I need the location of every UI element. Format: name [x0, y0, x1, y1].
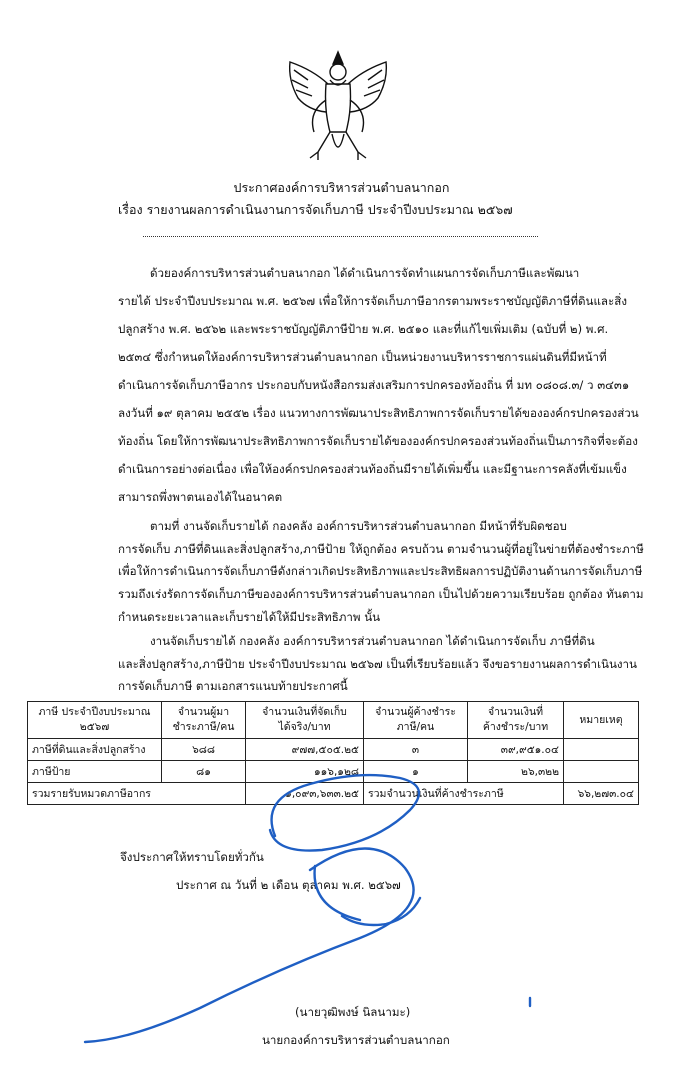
text-line: ๒๕๓๔ ซึ่งกำหนดให้องค์การบริหารส่วนตำบลนากอก เป็นหน่วยงานบริหารราชการแผ่นดินที่มีหน้าที่ — [118, 350, 607, 364]
header-cell: จำนวนผู้ค้างชำระ ภาษี/คน — [364, 702, 468, 739]
table-cell: ๘๑ — [162, 761, 246, 783]
text-line: ลงวันที่ ๑๙ ตุลาคม ๒๕๕๒ เรื่อง แนวทางการพัฒนาประสิทธิภาพการจัดเก็บรายได้ขององค์กรปกครองส่วน — [118, 406, 639, 420]
table-cell: ภาษีที่ดินและสิ่งปลูกสร้าง — [28, 739, 162, 761]
garuda-emblem-icon — [268, 40, 408, 175]
text-line: ตามที่ งานจัดเก็บรายได้ กองคลัง องค์การบริหารส่วนตำบลนากอก มีหน้าที่รับผิดชอบ — [150, 519, 567, 533]
text-line: ท้องถิ่น โดยให้การพัฒนาประสิทธิภาพการจัดเก็บรายได้ขององค์กรปกครองส่วนท้องถิ่นเป็นภารกิจที่จะต้อง — [118, 434, 638, 448]
text-line: ดำเนินการอย่างต่อเนื่อง เพื่อให้องค์กรปกครองส่วนท้องถิ่นมีรายได้เพิ่มขึ้น และมีฐานะการคลังที่เข้มแข็ง — [118, 462, 627, 476]
text-line: ด้วยองค์การบริหารส่วนตำบลนากอก ได้ดำเนินการจัดทำแผนการจัดเก็บภาษีและพัฒนา — [150, 266, 580, 280]
table-summary-row — [28, 783, 639, 805]
header-cell: จำนวนเงินที่ ค้างชำระ/บาท — [468, 702, 564, 739]
header-cell: จำนวนเงินที่จัดเก็บ ได้จริง/บาท — [246, 702, 364, 739]
table-cell — [564, 761, 639, 783]
table-cell: ๓ — [364, 739, 468, 761]
table-cell — [564, 739, 639, 761]
header-cell: หมายเหตุ — [564, 702, 639, 739]
table-cell: ๙๗๗,๕๐๕.๒๕ — [246, 739, 364, 761]
table-cell: ๑ — [364, 761, 468, 783]
table-header-row — [28, 702, 639, 739]
text-line: การจัดเก็บ ภาษีที่ดินและสิ่งปลูกสร้าง,ภาษีป้าย ให้ถูกต้อง ครบถ้วน ตามจำนวนผู้ที่อยู่ในข่ายที่ต้องชำระภาษี — [118, 542, 644, 556]
text-line: กำหนดระยะเวลาและเก็บรายได้ให้มีประสิทธิภาพ นั้น — [118, 610, 381, 624]
announcement-date: ประกาศ ณ วันที่ ๒ เดือน ตุลาคม พ.ศ. ๒๕๖๗ — [176, 878, 401, 892]
signer-name: (นายวุฒิพงษ์ นิลนามะ) — [295, 1005, 411, 1019]
signer-title: นายกองค์การบริหารส่วนตำบลนากอก — [262, 1033, 450, 1047]
text-line: รวมถึงเร่งรัดการจัดเก็บภาษีขององค์การบริหารส่วนตำบลนากอก เป็นไปด้วยความเรียบร้อย ถูกต้อง ทันตาม — [118, 587, 644, 601]
text-line: งานจัดเก็บรายได้ กองคลัง องค์การบริหารส่วนตำบลนากอก ได้ดำเนินการจัดเก็บ ภาษีที่ดิน — [150, 634, 595, 648]
tax-report-table — [27, 701, 639, 805]
text-line: เพื่อให้การดำเนินการจัดเก็บภาษีดังกล่าวเกิดประสิทธิภาพและประสิทธิผลการปฏิบัติงานด้านการจัดเก็บภาษี — [118, 564, 643, 578]
text-line: ปลูกสร้าง พ.ศ. ๒๕๖๒ และพระราชบัญญัติภาษีป้าย พ.ศ. ๒๕๑๐ และที่แก้ไขเพิ่มเติม (ฉบับที่ ๒) พ.ศ. — [118, 322, 609, 336]
text-line: และสิ่งปลูกสร้าง,ภาษีป้าย ประจำปีงบประมาณ ๒๕๖๗ เป็นที่เรียบร้อยแล้ว จึงขอรายงานผลการดำเนินงาน — [118, 657, 637, 671]
outstanding-value: ๖๖,๒๗๓.๐๔ — [564, 783, 639, 805]
table-cell: ๓๙,๙๕๑.๐๔ — [468, 739, 564, 761]
text-line: สามารถพึ่งพาตนเองได้ในอนาคต — [118, 490, 283, 504]
text-line: รายได้ ประจำปีงบประมาณ พ.ศ. ๒๕๖๗ เพื่อให้การจัดเก็บภาษีอากรตามพระราชบัญญัติภาษีที่ดินและสิ่ง — [118, 294, 627, 308]
text-line: ดำเนินการจัดเก็บภาษีอากร ประกอบกับหนังสือกรมส่งเสริมการปกครองท้องถิ่น ที่ มท ๐๘๐๘.๓/ ว ๓๔๓๑ — [118, 378, 630, 392]
text-line: การจัดเก็บภาษี ตามเอกสารแนบท้ายประกาศนี้ — [118, 679, 348, 693]
closing-announce: จึงประกาศให้ทราบโดยทั่วกัน — [120, 850, 264, 864]
announcement-title: ประกาศองค์การบริหารส่วนตำบลนากอก — [233, 180, 450, 195]
header-cell: ภาษี ประจำปีงบประมาณ ๒๕๖๗ — [28, 702, 162, 739]
header-cell: จำนวนผู้มา ชำระภาษี/คน — [162, 702, 246, 739]
table-row — [28, 761, 639, 783]
table-cell: ๒๖,๓๒๒ — [468, 761, 564, 783]
table-cell: ภาษีป้าย — [28, 761, 162, 783]
table-cell: ๑๑๖,๑๒๘ — [246, 761, 364, 783]
total-label: รวมรายรับหมวดภาษีอากร — [28, 783, 246, 805]
table-row — [28, 739, 639, 761]
total-value: ๑,๐๙๓,๖๓๓.๒๕ — [246, 783, 364, 805]
outstanding-label: รวมจำนวนเงินที่ค้างชำระภาษี — [364, 783, 564, 805]
dotted-divider — [143, 231, 538, 237]
table-cell: ๖๘๘ — [162, 739, 246, 761]
announcement-subject: เรื่อง รายงานผลการดำเนินงานการจัดเก็บภาษี ประจำปีงบประมาณ ๒๕๖๗ — [118, 202, 513, 217]
